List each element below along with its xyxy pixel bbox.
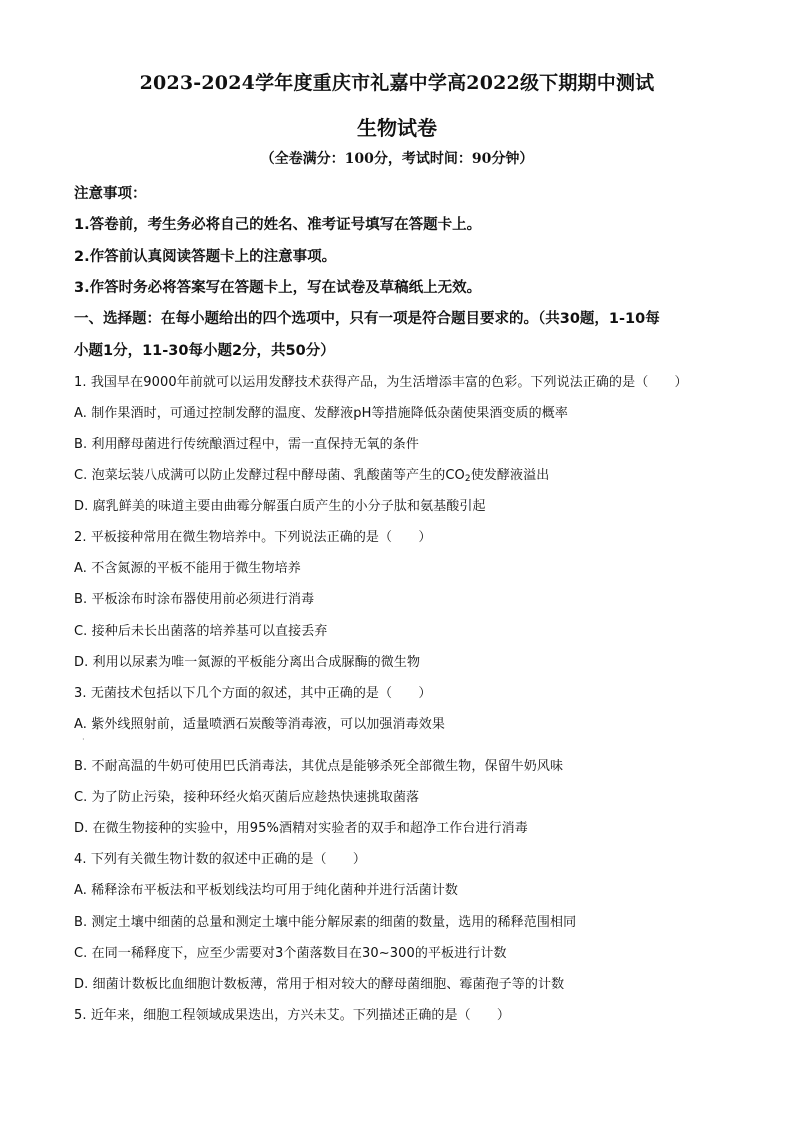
option-d: D. 腐乳鲜美的味道主要由曲霉分解蛋白质产生的小分子肽和氨基酸引起: [74, 499, 486, 514]
option-a: A. 紫外线照射前，适量喷洒石炭酸等消毒液，可以加强消毒效果: [74, 717, 445, 732]
exam-subject: 生物试卷: [357, 116, 437, 140]
option-c: C. 为了防止污染，接种环经火焰灭菌后应趁热快速挑取菌落: [74, 790, 420, 805]
option-a: A. 稀释涂布平板法和平板划线法均可用于纯化菌种并进行活菌计数: [74, 883, 459, 898]
score-note: （全卷满分：100分，考试时间：90分钟）: [260, 151, 534, 167]
section-heading: 一、选择题：在每小题给出的四个选项中，只有一项是符合题目要求的。（共30题，1-10每: [74, 311, 660, 327]
notice-item: 2.作答前认真阅读答题卡上的注意事项。: [74, 249, 337, 265]
question-stem: 2. 平板接种常用在微生物培养中。下列说法正确的是（ ）: [74, 530, 432, 545]
exam-title: 2023-2024学年度重庆市礼嘉中学高2022级下期期中测试: [139, 72, 655, 94]
question-stem: 3. 无菌技术包括以下几个方面的叙述，其中正确的是（ ）: [74, 686, 432, 701]
question-stem: 1. 我国早在9000年前就可以运用发酵技术获得产品，为生活增添丰富的色彩。下列说法正确的是（ ）: [74, 375, 688, 390]
option-c-text: C. 泡菜坛装八成满可以防止发酵过程中酵母菌、乳酸菌等产生的CO: [74, 468, 465, 483]
notice-heading: 注意事项：: [74, 186, 147, 202]
option-b: B. 测定土壤中细菌的总量和测定土壤中能分解尿素的细菌的数量，选用的稀释范围相同: [74, 915, 577, 930]
question-stem: 5. 近年来，细胞工程领域成果迭出，方兴未艾。下列描述正确的是（ ）: [74, 1008, 511, 1023]
section-heading-cont: 小题1分，11-30每小题2分，共50分）: [74, 343, 335, 359]
notice-item: 3.作答时务必将答案写在答题卡上，写在试卷及草稿纸上无效。: [74, 280, 482, 296]
notice-item: 1.答卷前，考生务必将自己的姓名、准考证号填写在答题卡上。: [74, 217, 482, 233]
stray-dot: ·: [82, 735, 85, 744]
option-b: B. 利用酵母菌进行传统酿酒过程中，需一直保持无氧的条件: [74, 437, 419, 452]
option-b: B. 平板涂布时涂布器使用前必须进行消毒: [74, 592, 315, 607]
option-c: C. 在同一稀释度下，应至少需要对3个菌落数目在30~300的平板进行计数: [74, 946, 507, 961]
option-a: A. 制作果酒时，可通过控制发酵的温度、发酵液pH等措施降低杂菌使果酒变质的概率: [74, 406, 568, 421]
subscript: 2: [464, 474, 471, 484]
option-c-tail: 使发酵液溢出: [470, 468, 550, 483]
option-a: A. 不含氮源的平板不能用于微生物培养: [74, 561, 301, 576]
option-c: [74, 464, 549, 484]
option-d: D. 在微生物接种的实验中，用95%酒精对实验者的双手和超净工作台进行消毒: [74, 821, 528, 836]
question-stem: 4. 下列有关微生物计数的叙述中正确的是（ ）: [74, 852, 366, 867]
option-b: B. 不耐高温的牛奶可使用巴氏消毒法，其优点是能够杀死全部微生物，保留牛奶风味: [74, 759, 564, 774]
option-c: C. 接种后未长出菌落的培养基可以直接丢弃: [74, 624, 328, 639]
option-d: D. 利用以尿素为唯一氮源的平板能分离出合成脲酶的微生物: [74, 655, 421, 670]
option-d: D. 细菌计数板比血细胞计数板薄，常用于相对较大的酵母菌细胞、霉菌孢子等的计数: [74, 977, 565, 992]
